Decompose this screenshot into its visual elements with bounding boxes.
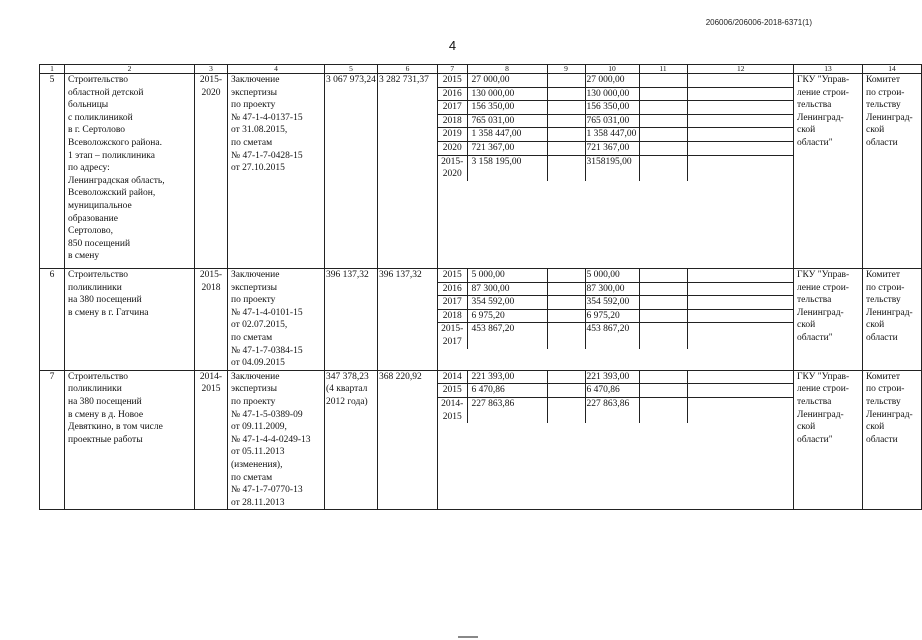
project-row (40, 269, 922, 371)
amount-col10: 227 863,86 (585, 397, 639, 423)
expertise-conclusion: Заключение экспертизы по проекту № 47-1-4-0101-15 от 02.07.2015, по сметам № 47-1-7-0384-15 от 04.09.2015 (228, 269, 325, 371)
amount-col11 (639, 323, 687, 349)
year-cell: 2015 (438, 74, 467, 87)
amount-col10: 27 000,00 (585, 74, 639, 87)
amount-col10: 221 393,00 (585, 371, 639, 384)
amount-col8: 721 367,00 (467, 141, 547, 155)
amount-col12 (687, 128, 794, 142)
amount-col8: 1 358 447,00 (467, 128, 547, 142)
year-row (438, 155, 794, 181)
amount-col10: 3158195,00 (585, 155, 639, 181)
amount-col8: 6 975,20 (467, 309, 547, 323)
customer: ГКУ "Управ- ление строи- тельства Ленинград- ской области" (794, 370, 863, 510)
amount-col8: 6 470,86 (467, 384, 547, 398)
amount-col9 (547, 269, 585, 282)
project-row (40, 74, 922, 269)
year-row (438, 114, 794, 128)
amount-col11 (639, 371, 687, 384)
year-cell: 2016 (438, 282, 467, 296)
amount-col10: 1 358 447,00 (585, 128, 639, 142)
year-cell: 2017 (438, 101, 467, 115)
construction-table (39, 64, 922, 510)
amount-col10: 156 350,00 (585, 101, 639, 115)
amount-col12 (687, 397, 794, 423)
amount-col9 (547, 155, 585, 181)
amount-col12 (687, 384, 794, 398)
column-number: 1 (40, 65, 65, 74)
amount-col12 (687, 269, 794, 282)
construction-period: 2014- 2015 (195, 370, 228, 510)
year-row (438, 101, 794, 115)
amount-col12 (687, 309, 794, 323)
expertise-conclusion: Заключение экспертизы по проекту № 47-1-4-0137-15 от 31.08.2015, по сметам № 47-1-7-0428-15 от 27.10.2015 (228, 74, 325, 269)
amount-col11 (639, 101, 687, 115)
scan-mark (458, 636, 478, 638)
column-number: 12 (737, 64, 745, 73)
amount-col10: 6 470,86 (585, 384, 639, 398)
project-row (40, 370, 922, 510)
document-id: 206006/206006-2018-6371(1) (705, 18, 812, 27)
construction-period: 2015- 2018 (195, 269, 228, 371)
amount-col9 (547, 296, 585, 310)
expertise-conclusion: Заключение экспертизы по проекту № 47-1-5-0389-09 от 09.11.2009, № 47-1-4-4-0249-13 от 05.11.2013 (изменения), по сметам № 47-1-7-0770-13 от 28.11.2013 (228, 370, 325, 510)
amount-col11 (639, 282, 687, 296)
amount-col9 (547, 282, 585, 296)
amount-col10: 130 000,00 (585, 87, 639, 101)
year-cell: 2018 (438, 114, 467, 128)
amount-col11 (639, 114, 687, 128)
amount-col11 (639, 397, 687, 423)
amount-col9 (547, 74, 585, 87)
amount-col12 (687, 141, 794, 155)
amount-col8: 5 000,00 (467, 269, 547, 282)
column-number: 4 (228, 65, 325, 74)
year-row (438, 128, 794, 142)
amount-col8: 221 393,00 (467, 371, 547, 384)
year-cell: 2016 (438, 87, 467, 101)
amount-col12 (687, 114, 794, 128)
amount-col11 (639, 74, 687, 87)
year-row (438, 269, 794, 282)
amount-col10: 87 300,00 (585, 282, 639, 296)
amount-col8: 3 158 195,00 (467, 155, 547, 181)
column-number-row (40, 65, 922, 74)
amount-col12 (687, 282, 794, 296)
object-name: Строительство областной детской больницы с поликлиникой в г. Сертолово Всеволожского района. 1 этап – поликлиника по адресу: Ленинградская область, Всеволожский район, муниципальное образование Сертолово, 850 посещений в смену (65, 74, 195, 269)
year-cell: 2018 (438, 309, 467, 323)
amount-col11 (639, 155, 687, 181)
amount-col9 (547, 128, 585, 142)
amount-col8: 87 300,00 (467, 282, 547, 296)
amount-col11 (639, 296, 687, 310)
amount-col9 (547, 397, 585, 423)
amount-col11 (639, 141, 687, 155)
financing-by-year (438, 370, 794, 510)
amount-col12 (687, 155, 794, 181)
amount-col10: 765 031,00 (585, 114, 639, 128)
column-number: 8 (467, 65, 547, 73)
amount-col8: 156 350,00 (467, 101, 547, 115)
estimated-cost: 396 137,32 (325, 269, 378, 371)
year-cell: 2020 (438, 141, 467, 155)
year-row (438, 141, 794, 155)
amount-col12 (687, 323, 794, 349)
year-cell: 2017 (438, 296, 467, 310)
amount-col9 (547, 114, 585, 128)
responsible-committee: Комитет по строи- тельству Ленинград- ской области (863, 74, 922, 269)
amount-col11 (639, 309, 687, 323)
row-number: 7 (40, 370, 65, 510)
year-row (438, 371, 794, 384)
amount-col8: 354 592,00 (467, 296, 547, 310)
amount-col8: 453 867,20 (467, 323, 547, 349)
amount-col10: 453 867,20 (585, 323, 639, 349)
current-cost: 396 137,32 (378, 269, 438, 371)
amount-col8: 765 031,00 (467, 114, 547, 128)
amount-col9 (547, 309, 585, 323)
amount-col11 (639, 128, 687, 142)
current-cost: 368 220,92 (378, 370, 438, 510)
financing-by-year (438, 269, 794, 371)
year-row (438, 74, 794, 87)
estimated-cost: 3 067 973,24 (325, 74, 378, 269)
financing-by-year (438, 74, 794, 269)
column-number: 3 (195, 65, 228, 74)
amount-col10: 6 975,20 (585, 309, 639, 323)
column-number: 5 (325, 65, 378, 74)
year-row (438, 87, 794, 101)
year-row (438, 323, 794, 349)
construction-period: 2015- 2020 (195, 74, 228, 269)
amount-col9 (547, 141, 585, 155)
column-number-group (438, 65, 794, 74)
amount-col8: 130 000,00 (467, 87, 547, 101)
amount-col10: 5 000,00 (585, 269, 639, 282)
amount-col11 (639, 384, 687, 398)
column-number: 7 (438, 65, 467, 73)
column-number: 10 (585, 65, 639, 73)
amount-col8: 227 863,86 (467, 397, 547, 423)
customer: ГКУ "Управ- ление строи- тельства Ленинград- ской области" (794, 74, 863, 269)
amount-col10: 354 592,00 (585, 296, 639, 310)
object-name: Строительство поликлиники на 380 посещений в смену в д. Новое Девяткино, в том числе проектные работы (65, 370, 195, 510)
page-number: 4 (448, 38, 457, 53)
amount-col9 (547, 101, 585, 115)
amount-col12 (687, 296, 794, 310)
year-cell: 2014- 2015 (438, 397, 467, 423)
column-number: 13 (794, 65, 863, 74)
amount-col9 (547, 371, 585, 384)
row-number: 5 (40, 74, 65, 269)
year-row (438, 296, 794, 310)
amount-col10: 721 367,00 (585, 141, 639, 155)
year-row (438, 282, 794, 296)
year-row (438, 309, 794, 323)
amount-col9 (547, 87, 585, 101)
amount-col11 (639, 269, 687, 282)
object-name: Строительство поликлиники на 380 посещений в смену в г. Гатчина (65, 269, 195, 371)
column-number: 6 (378, 65, 438, 74)
column-number: 14 (863, 65, 922, 74)
year-cell: 2015 (438, 269, 467, 282)
current-cost: 3 282 731,37 (378, 74, 438, 269)
year-cell: 2019 (438, 128, 467, 142)
column-number: 9 (547, 65, 585, 73)
year-cell: 2015 (438, 384, 467, 398)
year-row (438, 384, 794, 398)
year-cell: 2015- 2017 (438, 323, 467, 349)
year-cell: 2014 (438, 371, 467, 384)
amount-col12 (687, 87, 794, 101)
amount-col11 (639, 87, 687, 101)
year-row (438, 397, 794, 423)
amount-col9 (547, 323, 585, 349)
amount-col8: 27 000,00 (467, 74, 547, 87)
amount-col12 (687, 101, 794, 115)
column-number: 11 (639, 65, 687, 73)
responsible-committee: Комитет по строи- тельству Ленинград- ской области (863, 370, 922, 510)
customer: ГКУ "Управ- ление строи- тельства Ленинград- ской области" (794, 269, 863, 371)
row-number: 6 (40, 269, 65, 371)
responsible-committee: Комитет по строи- тельству Ленинград- ской области (863, 269, 922, 371)
estimated-cost: 347 378,23 (4 квартал 2012 года) (325, 370, 378, 510)
year-cell: 2015- 2020 (438, 155, 467, 181)
amount-col9 (547, 384, 585, 398)
amount-col12 (687, 371, 794, 384)
column-number: 2 (65, 65, 195, 74)
amount-col12 (687, 74, 794, 87)
